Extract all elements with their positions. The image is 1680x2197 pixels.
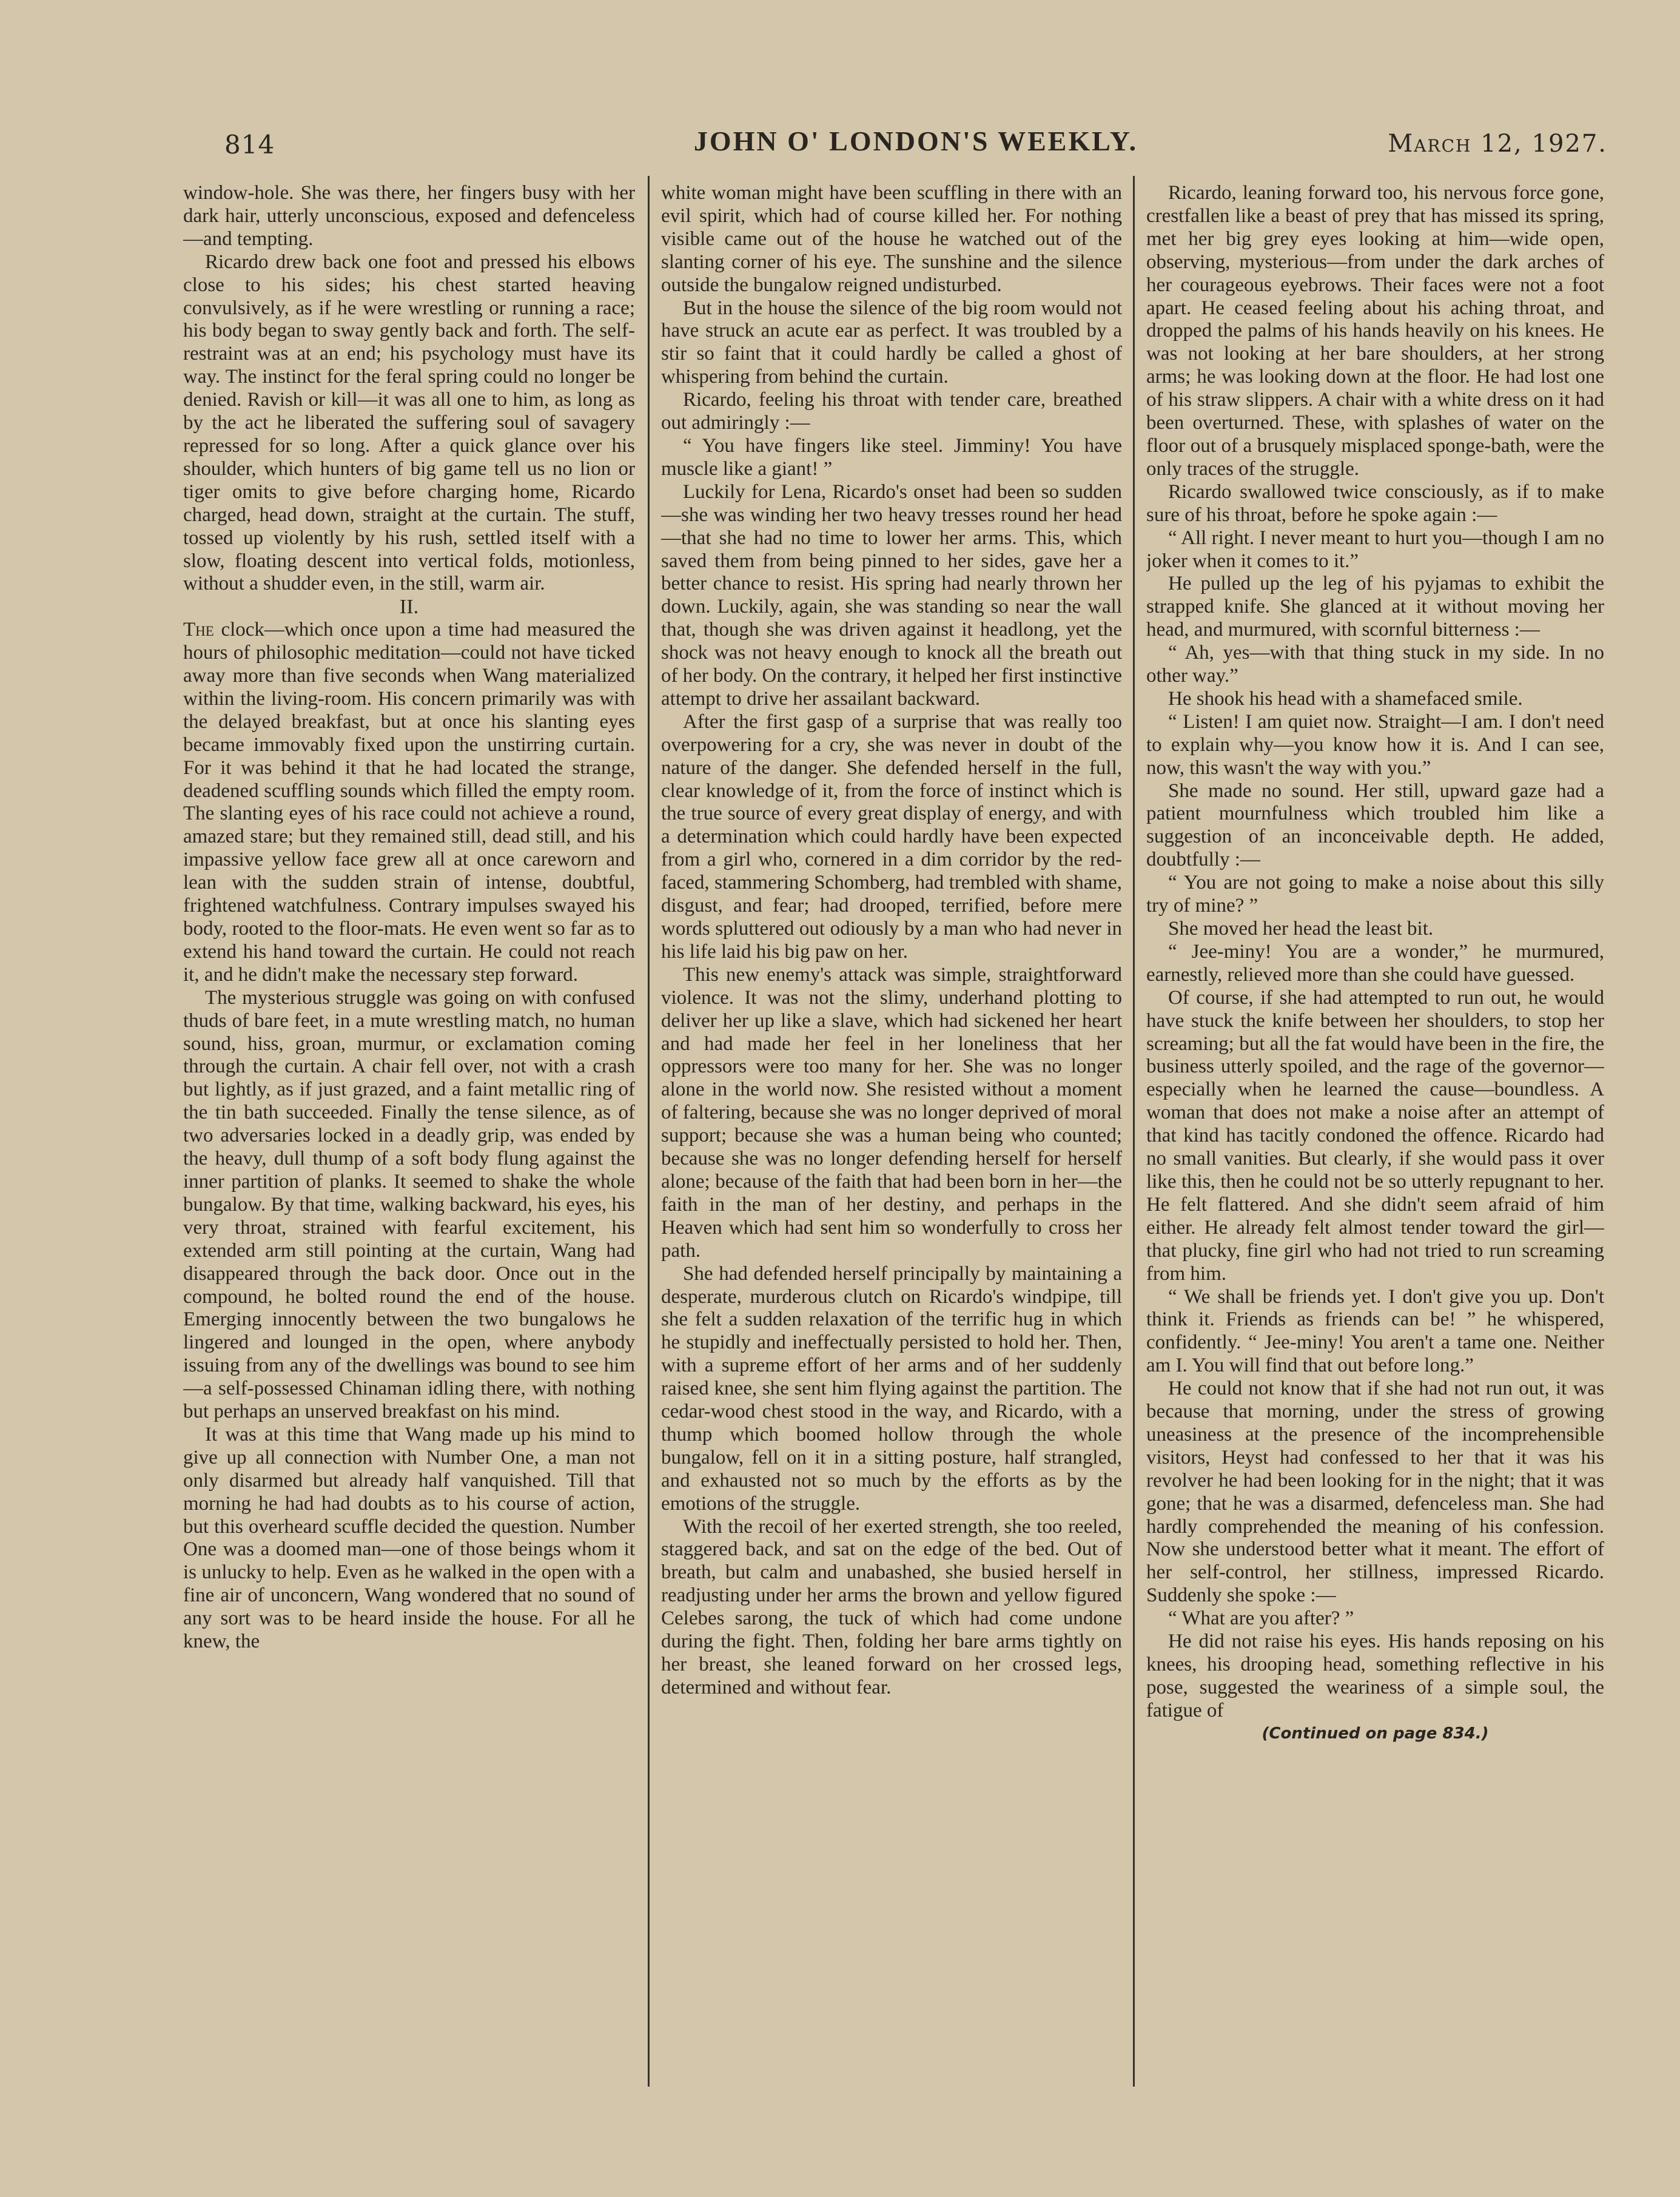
paragraph: white woman might have been scuffling in there with an evil spirit, which had of course killed her. For nothing visible came out of the house he watched out of the slanting corner of his eye. The sunshine and the silence outside the bungalow reigned undisturbed. (661, 182, 1122, 296)
paragraph: He could not know that if she had not run out, it was because that morning, under the stress of growing uneasiness at the presence of the incomprehensible visitors, Heyst had confessed to her that it was his revolver he had been looking for in the night; that it was gone; that he was a disarmed, defenceless man. She had hardly comprehended the meaning of his confession. Now she understood better what it meant. The effort of her self-control, her stillness, impressed Ricardo. Suddenly she spoke :— (1146, 1378, 1604, 1607)
paragraph: She moved her head the least bit. (1168, 918, 1434, 940)
paragraph: “ Jee-miny! You are a wonder,” he murmured, earnestly, relieved more than she could have guessed. (1146, 940, 1604, 986)
paragraph: It was at this time that Wang made up his mind to give up all connection with Number One, a man not only disarmed but already half vanquished. Till that morning he had had doubts as to his course of action, but this overheard scuffle decided the question. Number One was a doomed man—one of those beings whom it is unlucky to help. Even as he walked in the open with a fine air of unconcern, Wang wondered that no sound of any sort was to be heard inside the house. For all he knew, the (183, 1423, 635, 1653)
paragraph: “ What are you after? ” (1168, 1607, 1354, 1630)
drop-word: The (183, 619, 214, 641)
paragraph: He did not raise his eyes. His hands reposing on his knees, his drooping head, something reflective in his pose, suggested the weariness of a simple soul, the fatigue of (1146, 1630, 1604, 1721)
column-rule (1133, 176, 1135, 2087)
paragraph: “ We shall be friends yet. I don't give you up. Don't think it. Friends as friends can be! ” he whispered, confidently. “ Jee-miny! You aren't a tame one. Neither am I. You will find that out before long.” (1146, 1285, 1604, 1377)
paragraph (183, 619, 635, 987)
paragraph: “ Listen! I am quiet now. Straight—I am. I don't need to explain why—you know how it is. And I can see, now, this wasn't the way with you.” (1146, 710, 1604, 779)
paragraph: Luckily for Lena, Ricardo's onset had been so sudden—she was winding her two heavy tresses round her head—that she had no time to lower her arms. This, which saved them from being pinned to her sides, gave her a better chance to resist. His spring had nearly thrown her down. Luckily, again, she was standing so near the wall that, though she was driven against it headlong, yet the shock was not heavy enough to knock all the breath out of her body. On the contrary, it helped her first instinctive attempt to drive her assailant backward. (661, 480, 1122, 710)
text-column-3 (1146, 182, 1604, 2093)
paragraph: He shook his head with a shamefaced smile. (1168, 687, 1523, 710)
paragraph: window-hole. She was there, her fingers busy with her dark hair, utterly unconscious, exposed and defenceless—and tempting. (183, 182, 635, 250)
masthead-title: JOHN O' LONDON'S WEEKLY. (693, 126, 1138, 156)
paragraph: After the first gasp of a surprise that was really too overpowering for a cry, she was never in doubt of the nature of the danger. She defended herself in the full, clear knowledge of it, from the force of instinct which is the true source of every great display of energy, and with a determination which could hardly have been expected from a girl who, cornered in a dim corridor by the red-faced, stammering Schomberg, had trembled with shame, disgust, and fear; had drooped, terrified, before mere words spluttered out odiously by a man who had never in his life laid his big paw on her. (661, 710, 1122, 963)
paragraph: This new enemy's attack was simple, straightforward violence. It was not the slimy, underhand plotting to deliver her up like a slave, which had sickened her heart and had made her feel in her loneliness that her oppressors were too many for her. She was no longer alone in the world now. She resisted without a moment of faltering, because she was no longer deprived of moral support; because she was a human being who counted; because she was no longer defending herself for herself alone; because of the faith that had been born in her—the faith in the man of her destiny, and perhaps in the Heaven which had sent him so wonderfully to cross her path. (661, 963, 1122, 1262)
paragraph: “ All right. I never meant to hurt you—though I am no joker when it comes to it.” (1146, 527, 1604, 572)
paragraph: She made no sound. Her still, upward gaze had a patient mournfulness which troubled him like a suggestion of an inconceivable depth. He added, doubtfully :— (1146, 779, 1604, 871)
text-column-2 (661, 182, 1122, 2093)
paragraph: “ You have fingers like steel. Jimminy! You have muscle like a giant! ” (661, 434, 1122, 480)
page-number: 814 (224, 130, 275, 160)
section-heading: II. (399, 596, 419, 619)
paragraph: But in the house the silence of the big room would not have struck an acute ear as perfect. It was troubled by a stir so faint that it could hardly be called a ghost of whispering from behind the curtain. (661, 297, 1122, 388)
continued-note[interactable]: (Continued on page 834.) (1262, 1724, 1489, 1743)
paragraph: Ricardo swallowed twice consciously, as if to make sure of his throat, before he spoke again :— (1146, 480, 1604, 526)
paragraph: The mysterious struggle was going on with confused thuds of bare feet, in a mute wrestling match, no human sound, hiss, groan, murmur, or exclamation coming through the curtain. A chair fell over, not with a crash but lightly, as if just grazed, and a faint metallic ring of the tin bath succeeded. Finally the tense silence, as of two adversaries locked in a deadly grip, was ended by the heavy, dull thump of a soft body flung against the inner partition of planks. It seemed to shake the whole bungalow. By that time, walking backward, his eyes, his very throat, strained with fearful excitement, his extended arm still pointing at the curtain, Wang had disappeared through the back door. Once out in the compound, he bolted round the end of the house. Emerging innocently between the two bungalows he lingered and lounged in the open, where anybody issuing from any of the dwellings was bound to see him—a self-possessed Chinaman idling there, with nothing but perhaps an unserved breakfast on his mind. (183, 986, 635, 1423)
text-column-1 (183, 182, 635, 2093)
column-rule (648, 176, 650, 2087)
paragraph-text: clock—which once upon a time had measured the hours of philosophic meditation—could not have ticked away more than five seconds when Wang materialized within the living-room. His concern primarily was with the delayed breakfast, but at once his slanting eyes became immovably fixed upon the unstirring curtain. For it was behind it that he had located the strange, deadened scuffling sounds which filled the empty room. The slanting eyes of his race could not achieve a round, amazed stare; but they remained still, dead still, and his impassive yellow face grew all at once careworn and lean with the sudden strain of intense, doubtful, frightened watchfulness. Contrary impulses swayed his body, rooted to the floor-mats. He even went so far as to extend his hand toward the curtain. He could not reach it, and he didn't make the necessary step forward. (183, 619, 635, 986)
page-header (224, 125, 1607, 167)
paragraph: With the recoil of her exerted strength, she too reeled, staggered back, and sat on the edge of the bed. Out of breath, but calm and unabashed, she busied herself in readjusting under her arms the brown and yellow figured Celebes sarong, the tuck of which had come undone during the fight. Then, folding her bare arms tightly on her breast, she leaned forward on her crossed legs, determined and without fear. (661, 1515, 1122, 1698)
issue-date: March 12, 1927. (1388, 130, 1607, 158)
paragraph: Ricardo, leaning forward too, his nervous force gone, crestfallen like a beast of prey that has missed its spring, met her big grey eyes looking at him—wide open, observing, mysterious—from under the dark arches of her courageous eyebrows. Their faces were not a foot apart. He ceased feeling about his aching throat, and dropped the palms of his hands heavily on his knees. He was not looking at her bare shoulders, at her strong arms; he was looking down at the floor. He had lost one of his straw slippers. A chair with a white dress on it had been overturned. These, with splashes of water on the floor out of a brusquely misplaced sponge-bath, were the only traces of the struggle. (1146, 182, 1604, 480)
paragraph: Ricardo drew back one foot and pressed his elbows close to his sides; his chest started heaving convulsively, as if he were wrestling or running a race; his body began to sway gently back and forth. The self-restraint was at an end; his psychology must have its way. The instinct for the feral spring could no longer be denied. Ravish or kill—it was all one to him, as long as by the act he liberated the suffering soul of savagery repressed for so long. After a quick glance over his shoulder, which hunters of big game tell us no lion or tiger omits to give before charging home, Ricardo charged, head down, straight at the curtain. The stuff, tossed up violently by his rush, settled itself with a slow, floating descent into vertical folds, motionless, without a shudder even, in the still, warm air. (183, 251, 635, 595)
paragraph: Ricardo, feeling his throat with tender care, breathed out admiringly :— (661, 389, 1122, 434)
paragraph: “ You are not going to make a noise about this silly try of mine? ” (1146, 872, 1604, 917)
paragraph: “ Ah, yes—with that thing stuck in my side. In no other way.” (1146, 642, 1604, 687)
paragraph: He pulled up the leg of his pyjamas to exhibit the strapped knife. She glanced at it without moving her head, and murmured, with scornful bitterness :— (1146, 573, 1604, 641)
paragraph: Of course, if she had attempted to run out, he would have stuck the knife between her shoulders, to stop her screaming; but all the fat would have been in the fire, the business utterly spoiled, and the rage of the governor—especially when he learned the cause—boundless. A woman that does not make a noise after an attempt of that kind has tacitly condoned the offence. Ricardo had no small vanities. But clearly, if she would pass it over like this, then he could not be so utterly repugnant to her. He felt flattered. And she didn't seem afraid of him either. He already felt almost tender toward the girl—that plucky, fine girl who had not tried to run screaming from him. (1146, 986, 1604, 1285)
paragraph: She had defended herself principally by maintaining a desperate, murderous clutch on Ricardo's windpipe, till she felt a sudden relaxation of the terrific hug in which he stupidly and ineffectually persisted to hold her. Then, with a supreme effort of her arms and of her suddenly raised knee, she sent him flying against the partition. The cedar-wood chest stood in the way, and Ricardo, with a thump which boomed hollow through the whole bungalow, fell on it in a sitting posture, half strangled, and exhausted not so much by the efforts as by the emotions of the struggle. (661, 1262, 1122, 1515)
